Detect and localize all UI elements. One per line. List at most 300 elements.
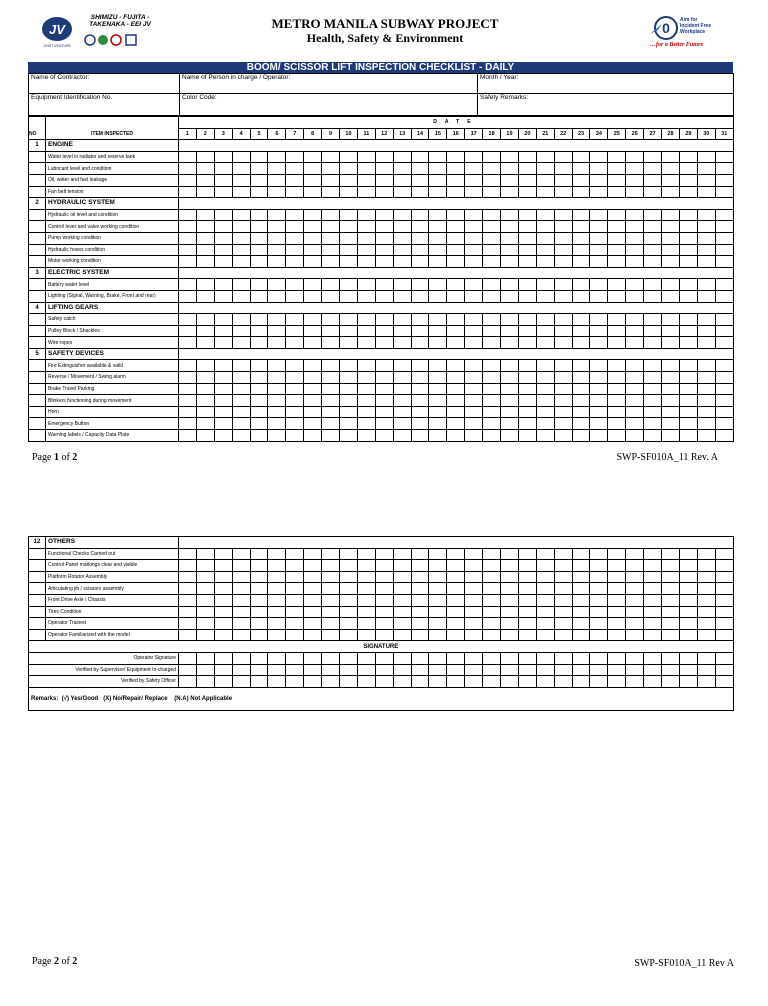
check-cell[interactable] — [340, 337, 358, 349]
check-cell[interactable] — [232, 186, 250, 198]
check-cell[interactable] — [626, 594, 644, 606]
check-cell[interactable] — [626, 209, 644, 221]
check-cell[interactable] — [465, 151, 483, 163]
check-cell[interactable] — [662, 395, 680, 407]
check-cell[interactable] — [357, 256, 375, 268]
check-cell[interactable] — [715, 395, 733, 407]
check-cell[interactable] — [590, 629, 608, 641]
check-cell[interactable] — [590, 325, 608, 337]
check-cell[interactable] — [179, 337, 197, 349]
check-cell[interactable] — [536, 406, 554, 418]
check-cell[interactable] — [393, 560, 411, 572]
check-cell[interactable] — [518, 676, 536, 688]
check-cell[interactable] — [286, 383, 304, 395]
check-cell[interactable] — [214, 594, 232, 606]
check-cell[interactable] — [393, 372, 411, 384]
check-cell[interactable] — [554, 151, 572, 163]
check-cell[interactable] — [214, 571, 232, 583]
check-cell[interactable] — [447, 232, 465, 244]
check-cell[interactable] — [322, 360, 340, 372]
check-cell[interactable] — [375, 151, 393, 163]
check-cell[interactable] — [679, 560, 697, 572]
check-cell[interactable] — [626, 244, 644, 256]
check-cell[interactable] — [268, 279, 286, 291]
check-cell[interactable] — [644, 174, 662, 186]
check-cell[interactable] — [679, 372, 697, 384]
check-cell[interactable] — [179, 221, 197, 233]
check-cell[interactable] — [286, 560, 304, 572]
check-cell[interactable] — [572, 290, 590, 302]
check-cell[interactable] — [518, 418, 536, 430]
check-cell[interactable] — [483, 606, 501, 618]
check-cell[interactable] — [411, 571, 429, 583]
check-cell[interactable] — [179, 664, 197, 676]
check-cell[interactable] — [554, 314, 572, 326]
check-cell[interactable] — [375, 571, 393, 583]
check-cell[interactable] — [662, 360, 680, 372]
check-cell[interactable] — [608, 360, 626, 372]
check-cell[interactable] — [554, 209, 572, 221]
check-cell[interactable] — [715, 290, 733, 302]
check-cell[interactable] — [429, 548, 447, 560]
check-cell[interactable] — [375, 652, 393, 664]
check-cell[interactable] — [447, 314, 465, 326]
check-cell[interactable] — [590, 163, 608, 175]
check-cell[interactable] — [518, 151, 536, 163]
check-cell[interactable] — [608, 221, 626, 233]
check-cell[interactable] — [679, 337, 697, 349]
check-cell[interactable] — [608, 186, 626, 198]
check-cell[interactable] — [393, 314, 411, 326]
check-cell[interactable] — [536, 583, 554, 595]
check-cell[interactable] — [357, 209, 375, 221]
check-cell[interactable] — [483, 314, 501, 326]
check-cell[interactable] — [501, 279, 519, 291]
check-cell[interactable] — [447, 209, 465, 221]
check-cell[interactable] — [214, 209, 232, 221]
check-cell[interactable] — [572, 151, 590, 163]
check-cell[interactable] — [429, 337, 447, 349]
check-cell[interactable] — [268, 629, 286, 641]
check-cell[interactable] — [447, 360, 465, 372]
check-cell[interactable] — [447, 337, 465, 349]
check-cell[interactable] — [357, 664, 375, 676]
check-cell[interactable] — [590, 583, 608, 595]
check-cell[interactable] — [250, 209, 268, 221]
check-cell[interactable] — [340, 560, 358, 572]
check-cell[interactable] — [572, 583, 590, 595]
check-cell[interactable] — [232, 290, 250, 302]
check-cell[interactable] — [590, 383, 608, 395]
check-cell[interactable] — [214, 406, 232, 418]
check-cell[interactable] — [196, 163, 214, 175]
check-cell[interactable] — [196, 337, 214, 349]
check-cell[interactable] — [679, 629, 697, 641]
check-cell[interactable] — [662, 290, 680, 302]
check-cell[interactable] — [232, 594, 250, 606]
check-cell[interactable] — [286, 372, 304, 384]
check-cell[interactable] — [697, 325, 715, 337]
check-cell[interactable] — [214, 548, 232, 560]
check-cell[interactable] — [196, 383, 214, 395]
check-cell[interactable] — [572, 256, 590, 268]
check-cell[interactable] — [501, 395, 519, 407]
check-cell[interactable] — [608, 430, 626, 442]
check-cell[interactable] — [357, 406, 375, 418]
check-cell[interactable] — [411, 372, 429, 384]
check-cell[interactable] — [357, 430, 375, 442]
check-cell[interactable] — [429, 314, 447, 326]
check-cell[interactable] — [679, 383, 697, 395]
check-cell[interactable] — [608, 606, 626, 618]
check-cell[interactable] — [572, 418, 590, 430]
check-cell[interactable] — [322, 244, 340, 256]
check-cell[interactable] — [626, 256, 644, 268]
check-cell[interactable] — [214, 325, 232, 337]
check-cell[interactable] — [304, 548, 322, 560]
check-cell[interactable] — [375, 560, 393, 572]
check-cell[interactable] — [465, 618, 483, 630]
check-cell[interactable] — [501, 606, 519, 618]
check-cell[interactable] — [304, 209, 322, 221]
check-cell[interactable] — [590, 221, 608, 233]
check-cell[interactable] — [322, 209, 340, 221]
check-cell[interactable] — [715, 618, 733, 630]
check-cell[interactable] — [429, 676, 447, 688]
check-cell[interactable] — [411, 560, 429, 572]
check-cell[interactable] — [518, 618, 536, 630]
check-cell[interactable] — [250, 151, 268, 163]
check-cell[interactable] — [322, 395, 340, 407]
check-cell[interactable] — [644, 606, 662, 618]
check-cell[interactable] — [697, 174, 715, 186]
check-cell[interactable] — [196, 232, 214, 244]
check-cell[interactable] — [322, 279, 340, 291]
check-cell[interactable] — [447, 571, 465, 583]
check-cell[interactable] — [679, 221, 697, 233]
check-cell[interactable] — [447, 618, 465, 630]
check-cell[interactable] — [662, 618, 680, 630]
check-cell[interactable] — [626, 664, 644, 676]
check-cell[interactable] — [608, 406, 626, 418]
check-cell[interactable] — [304, 232, 322, 244]
check-cell[interactable] — [268, 594, 286, 606]
check-cell[interactable] — [465, 560, 483, 572]
check-cell[interactable] — [644, 360, 662, 372]
check-cell[interactable] — [286, 290, 304, 302]
check-cell[interactable] — [304, 430, 322, 442]
check-cell[interactable] — [411, 418, 429, 430]
check-cell[interactable] — [536, 314, 554, 326]
check-cell[interactable] — [554, 418, 572, 430]
check-cell[interactable] — [286, 209, 304, 221]
check-cell[interactable] — [286, 664, 304, 676]
check-cell[interactable] — [411, 174, 429, 186]
check-cell[interactable] — [304, 594, 322, 606]
check-cell[interactable] — [304, 664, 322, 676]
check-cell[interactable] — [411, 221, 429, 233]
check-cell[interactable] — [196, 360, 214, 372]
check-cell[interactable] — [626, 548, 644, 560]
check-cell[interactable] — [697, 606, 715, 618]
check-cell[interactable] — [572, 209, 590, 221]
check-cell[interactable] — [572, 629, 590, 641]
check-cell[interactable] — [286, 221, 304, 233]
check-cell[interactable] — [286, 676, 304, 688]
check-cell[interactable] — [518, 325, 536, 337]
check-cell[interactable] — [393, 618, 411, 630]
check-cell[interactable] — [483, 290, 501, 302]
check-cell[interactable] — [393, 279, 411, 291]
check-cell[interactable] — [644, 151, 662, 163]
check-cell[interactable] — [697, 186, 715, 198]
check-cell[interactable] — [340, 279, 358, 291]
check-cell[interactable] — [626, 430, 644, 442]
check-cell[interactable] — [393, 583, 411, 595]
check-cell[interactable] — [644, 314, 662, 326]
check-cell[interactable] — [214, 232, 232, 244]
check-cell[interactable] — [340, 244, 358, 256]
check-cell[interactable] — [608, 256, 626, 268]
check-cell[interactable] — [679, 174, 697, 186]
check-cell[interactable] — [357, 279, 375, 291]
check-cell[interactable] — [250, 232, 268, 244]
check-cell[interactable] — [608, 290, 626, 302]
check-cell[interactable] — [232, 652, 250, 664]
check-cell[interactable] — [679, 676, 697, 688]
check-cell[interactable] — [411, 618, 429, 630]
check-cell[interactable] — [447, 290, 465, 302]
equipment-field[interactable]: Equipment Identification No. — [29, 94, 180, 116]
check-cell[interactable] — [536, 151, 554, 163]
check-cell[interactable] — [340, 676, 358, 688]
check-cell[interactable] — [626, 583, 644, 595]
check-cell[interactable] — [501, 372, 519, 384]
person-field[interactable]: Name of Person in charge / Operator: — [180, 74, 478, 94]
check-cell[interactable] — [465, 372, 483, 384]
check-cell[interactable] — [572, 618, 590, 630]
check-cell[interactable] — [250, 406, 268, 418]
check-cell[interactable] — [483, 652, 501, 664]
check-cell[interactable] — [340, 383, 358, 395]
check-cell[interactable] — [697, 337, 715, 349]
check-cell[interactable] — [518, 560, 536, 572]
check-cell[interactable] — [429, 652, 447, 664]
check-cell[interactable] — [304, 652, 322, 664]
check-cell[interactable] — [483, 174, 501, 186]
check-cell[interactable] — [626, 372, 644, 384]
check-cell[interactable] — [232, 337, 250, 349]
check-cell[interactable] — [554, 221, 572, 233]
check-cell[interactable] — [465, 629, 483, 641]
check-cell[interactable] — [554, 606, 572, 618]
check-cell[interactable] — [179, 174, 197, 186]
check-cell[interactable] — [715, 629, 733, 641]
check-cell[interactable] — [626, 186, 644, 198]
check-cell[interactable] — [483, 618, 501, 630]
check-cell[interactable] — [608, 244, 626, 256]
check-cell[interactable] — [340, 629, 358, 641]
check-cell[interactable] — [196, 221, 214, 233]
check-cell[interactable] — [340, 372, 358, 384]
check-cell[interactable] — [304, 244, 322, 256]
check-cell[interactable] — [304, 290, 322, 302]
check-cell[interactable] — [626, 629, 644, 641]
check-cell[interactable] — [697, 372, 715, 384]
check-cell[interactable] — [393, 406, 411, 418]
check-cell[interactable] — [232, 664, 250, 676]
check-cell[interactable] — [608, 548, 626, 560]
check-cell[interactable] — [179, 560, 197, 572]
check-cell[interactable] — [501, 221, 519, 233]
check-cell[interactable] — [536, 664, 554, 676]
check-cell[interactable] — [429, 221, 447, 233]
check-cell[interactable] — [322, 548, 340, 560]
check-cell[interactable] — [196, 174, 214, 186]
check-cell[interactable] — [268, 151, 286, 163]
check-cell[interactable] — [679, 163, 697, 175]
check-cell[interactable] — [340, 652, 358, 664]
check-cell[interactable] — [465, 664, 483, 676]
check-cell[interactable] — [608, 676, 626, 688]
check-cell[interactable] — [447, 395, 465, 407]
check-cell[interactable] — [393, 256, 411, 268]
check-cell[interactable] — [536, 221, 554, 233]
check-cell[interactable] — [608, 314, 626, 326]
check-cell[interactable] — [590, 337, 608, 349]
check-cell[interactable] — [644, 209, 662, 221]
check-cell[interactable] — [715, 594, 733, 606]
check-cell[interactable] — [214, 583, 232, 595]
check-cell[interactable] — [465, 606, 483, 618]
check-cell[interactable] — [644, 652, 662, 664]
check-cell[interactable] — [286, 279, 304, 291]
check-cell[interactable] — [518, 430, 536, 442]
check-cell[interactable] — [214, 279, 232, 291]
check-cell[interactable] — [483, 406, 501, 418]
check-cell[interactable] — [518, 209, 536, 221]
check-cell[interactable] — [429, 232, 447, 244]
check-cell[interactable] — [465, 383, 483, 395]
check-cell[interactable] — [232, 618, 250, 630]
check-cell[interactable] — [465, 548, 483, 560]
check-cell[interactable] — [268, 618, 286, 630]
check-cell[interactable] — [357, 418, 375, 430]
check-cell[interactable] — [196, 290, 214, 302]
check-cell[interactable] — [644, 290, 662, 302]
check-cell[interactable] — [626, 618, 644, 630]
check-cell[interactable] — [501, 571, 519, 583]
check-cell[interactable] — [429, 151, 447, 163]
check-cell[interactable] — [536, 360, 554, 372]
check-cell[interactable] — [679, 664, 697, 676]
check-cell[interactable] — [304, 163, 322, 175]
check-cell[interactable] — [608, 395, 626, 407]
check-cell[interactable] — [662, 279, 680, 291]
check-cell[interactable] — [322, 583, 340, 595]
check-cell[interactable] — [286, 606, 304, 618]
check-cell[interactable] — [232, 406, 250, 418]
check-cell[interactable] — [447, 583, 465, 595]
check-cell[interactable] — [518, 174, 536, 186]
check-cell[interactable] — [375, 676, 393, 688]
check-cell[interactable] — [572, 186, 590, 198]
check-cell[interactable] — [697, 430, 715, 442]
check-cell[interactable] — [679, 151, 697, 163]
check-cell[interactable] — [411, 256, 429, 268]
check-cell[interactable] — [411, 383, 429, 395]
check-cell[interactable] — [572, 606, 590, 618]
check-cell[interactable] — [679, 279, 697, 291]
check-cell[interactable] — [626, 221, 644, 233]
check-cell[interactable] — [268, 244, 286, 256]
check-cell[interactable] — [483, 221, 501, 233]
check-cell[interactable] — [644, 548, 662, 560]
check-cell[interactable] — [662, 652, 680, 664]
check-cell[interactable] — [644, 325, 662, 337]
check-cell[interactable] — [304, 395, 322, 407]
check-cell[interactable] — [554, 256, 572, 268]
check-cell[interactable] — [340, 664, 358, 676]
check-cell[interactable] — [715, 279, 733, 291]
check-cell[interactable] — [196, 314, 214, 326]
check-cell[interactable] — [608, 279, 626, 291]
check-cell[interactable] — [286, 314, 304, 326]
check-cell[interactable] — [214, 652, 232, 664]
check-cell[interactable] — [626, 290, 644, 302]
check-cell[interactable] — [715, 383, 733, 395]
check-cell[interactable] — [554, 383, 572, 395]
check-cell[interactable] — [447, 406, 465, 418]
check-cell[interactable] — [501, 209, 519, 221]
check-cell[interactable] — [232, 232, 250, 244]
check-cell[interactable] — [715, 418, 733, 430]
check-cell[interactable] — [679, 618, 697, 630]
check-cell[interactable] — [572, 221, 590, 233]
check-cell[interactable] — [697, 629, 715, 641]
check-cell[interactable] — [429, 174, 447, 186]
check-cell[interactable] — [322, 163, 340, 175]
check-cell[interactable] — [501, 418, 519, 430]
check-cell[interactable] — [572, 676, 590, 688]
check-cell[interactable] — [322, 314, 340, 326]
check-cell[interactable] — [214, 337, 232, 349]
check-cell[interactable] — [304, 560, 322, 572]
check-cell[interactable] — [662, 583, 680, 595]
check-cell[interactable] — [501, 174, 519, 186]
check-cell[interactable] — [196, 279, 214, 291]
check-cell[interactable] — [679, 583, 697, 595]
check-cell[interactable] — [536, 372, 554, 384]
check-cell[interactable] — [340, 290, 358, 302]
check-cell[interactable] — [518, 314, 536, 326]
check-cell[interactable] — [232, 560, 250, 572]
check-cell[interactable] — [393, 606, 411, 618]
check-cell[interactable] — [393, 360, 411, 372]
check-cell[interactable] — [715, 244, 733, 256]
check-cell[interactable] — [483, 594, 501, 606]
check-cell[interactable] — [483, 325, 501, 337]
check-cell[interactable] — [375, 325, 393, 337]
check-cell[interactable] — [375, 618, 393, 630]
check-cell[interactable] — [268, 406, 286, 418]
check-cell[interactable] — [304, 583, 322, 595]
check-cell[interactable] — [626, 151, 644, 163]
check-cell[interactable] — [662, 256, 680, 268]
check-cell[interactable] — [679, 209, 697, 221]
check-cell[interactable] — [536, 652, 554, 664]
check-cell[interactable] — [196, 560, 214, 572]
